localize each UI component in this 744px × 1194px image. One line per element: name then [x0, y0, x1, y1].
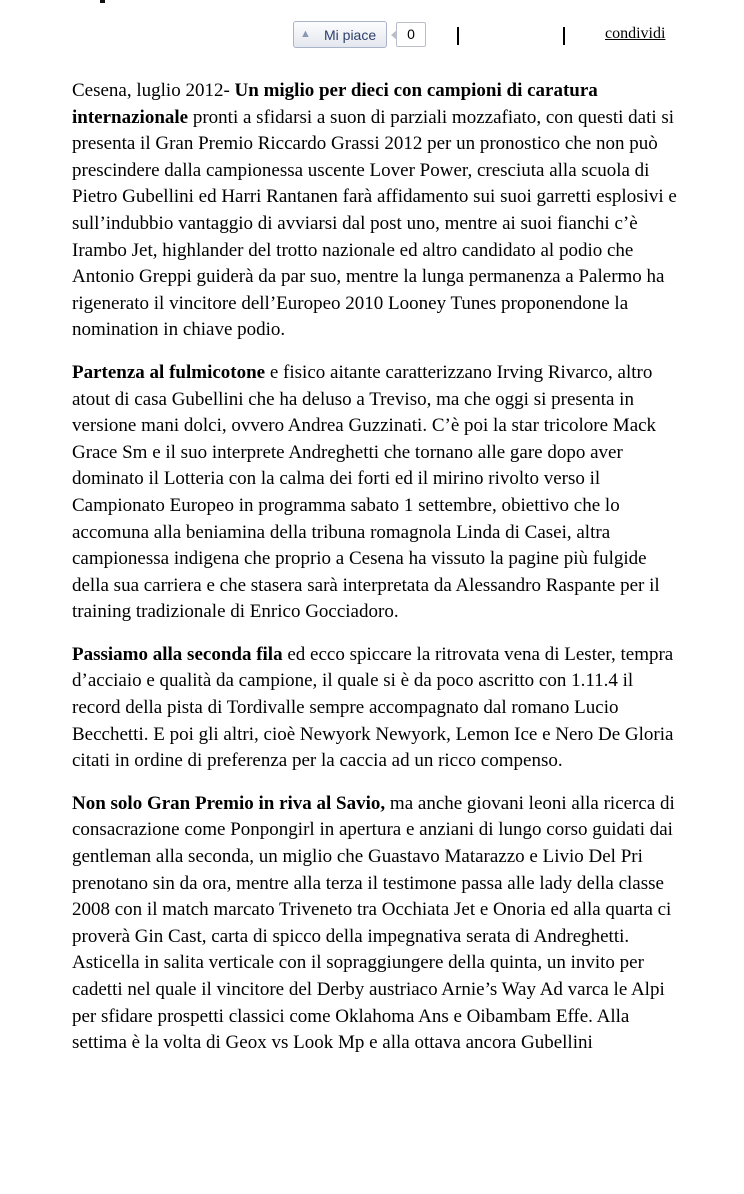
- thumbs-up-icon: ▲: [300, 28, 311, 40]
- separator: [457, 27, 459, 45]
- like-button[interactable]: [293, 21, 387, 48]
- paragraph-text: ed ecco spiccare la ritrovata vena di Lester, tempra d’acciaio e qualità da campione, il quale si è da poco ascritto con 1.11.4 il record della pista di Tordivalle sempre accompagnato dal romano Lucio Becchetti. E poi gli altri, cioè Newyork Newyork, Lemon Ice e Nero De Gloria citati in ordine di preferenza per la caccia ad un ricco compenso.: [72, 643, 674, 772]
- article-paragraph: [72, 791, 682, 1057]
- paragraph-lead: Non solo Gran Premio in riva al Savio,: [72, 792, 386, 814]
- paragraph-prefix: Cesena, luglio 2012-: [72, 80, 235, 101]
- paragraph-lead: Un miglio per dieci con campioni di caratura internazionale: [72, 80, 598, 128]
- paragraph-text: e fisico aitante caratterizzano Irving Rivarco, altro atout di casa Gubellini che ha deluso a Treviso, ma che oggi si presenta in versione mani dolci, ovvero Andrea Guzzinati. C’è poi la star tricolore Mack Grace Sm e il suo interprete Andreghetti che tornano alle gare dopo aver dominato il Lotteria con la calma dei forti ed il mirino rivolto verso il Campionato Europeo in programma sabato 1 settembre, obiettivo che lo accomuna alla beniamina della tribuna romagnola Linda di Casei, altra campionessa indigena che proprio a Cesena ha vissuto la pagine più fulgide della sua carriera e che stasera sarà interpretata da Alessandro Raspante per il training tradizionale di Enrico Gocciadoro.: [72, 361, 660, 623]
- article-paragraph: [72, 642, 682, 775]
- paragraph-lead: Partenza al fulmicotone: [72, 361, 266, 383]
- top-mark: [100, 0, 105, 3]
- article-paragraph: [72, 78, 682, 344]
- separator: [563, 27, 565, 45]
- social-bar: [0, 20, 744, 52]
- like-label: Mi piace: [324, 27, 377, 43]
- article-body: [72, 78, 682, 1073]
- share-link[interactable]: condividi: [605, 25, 666, 42]
- like-count: 0: [396, 22, 426, 47]
- paragraph-text: ma anche giovani leoni alla ricerca di consacrazione come Ponpongirl in apertura e anziani di lungo corso guidati dai gentleman alla seconda, un miglio che Guastavo Matarazzo e Livio Del Pri prenotano sin da ora, mentre alla terza il testimone passa alle lady della classe 2008 con il match marcato Triveneto tra Occhiata Jet e Onoria ed alla quarta ci proverà Gin Cast, carta di spicco della impegnativa serata di Andreghetti. Asticella in salita verticale con il sopraggiungere della quinta, un invito per cadetti nel quale il vincitore del Derby austriaco Arnie’s Way Ad varca le Alpi per sfidare prospetti classici come Oklahoma Ans e Oibambam Effe. Alla settima è la volta di Geox vs Look Mp e alla ottava ancora Gubellini: [72, 792, 675, 1054]
- paragraph-lead: Passiamo alla seconda fila: [72, 643, 283, 665]
- article-paragraph: [72, 360, 682, 626]
- paragraph-text: pronti a sfidarsi a suon di parziali mozzafiato, con questi dati si presenta il Gran Premio Riccardo Grassi 2012 per un pronostico che non può prescindere dalla campionessa uscente Lover Power, cresciuta alla scuola di Pietro Gubellini ed Harri Rantanen farà affidamento sui suoi garretti esplosivi e sull’indubbio vantaggio di avviarsi dal post uno, mentre ai suoi fianchi c’è Irambo Jet, highlander del trotto nazionale ed altro candidato al podio che Antonio Greppi guiderà da par suo, mentre la lunga permanenza a Palermo ha rigenerato il vincitore dell’Europeo 2010 Looney Tunes proponendone la nomination in chiave podio.: [72, 106, 677, 341]
